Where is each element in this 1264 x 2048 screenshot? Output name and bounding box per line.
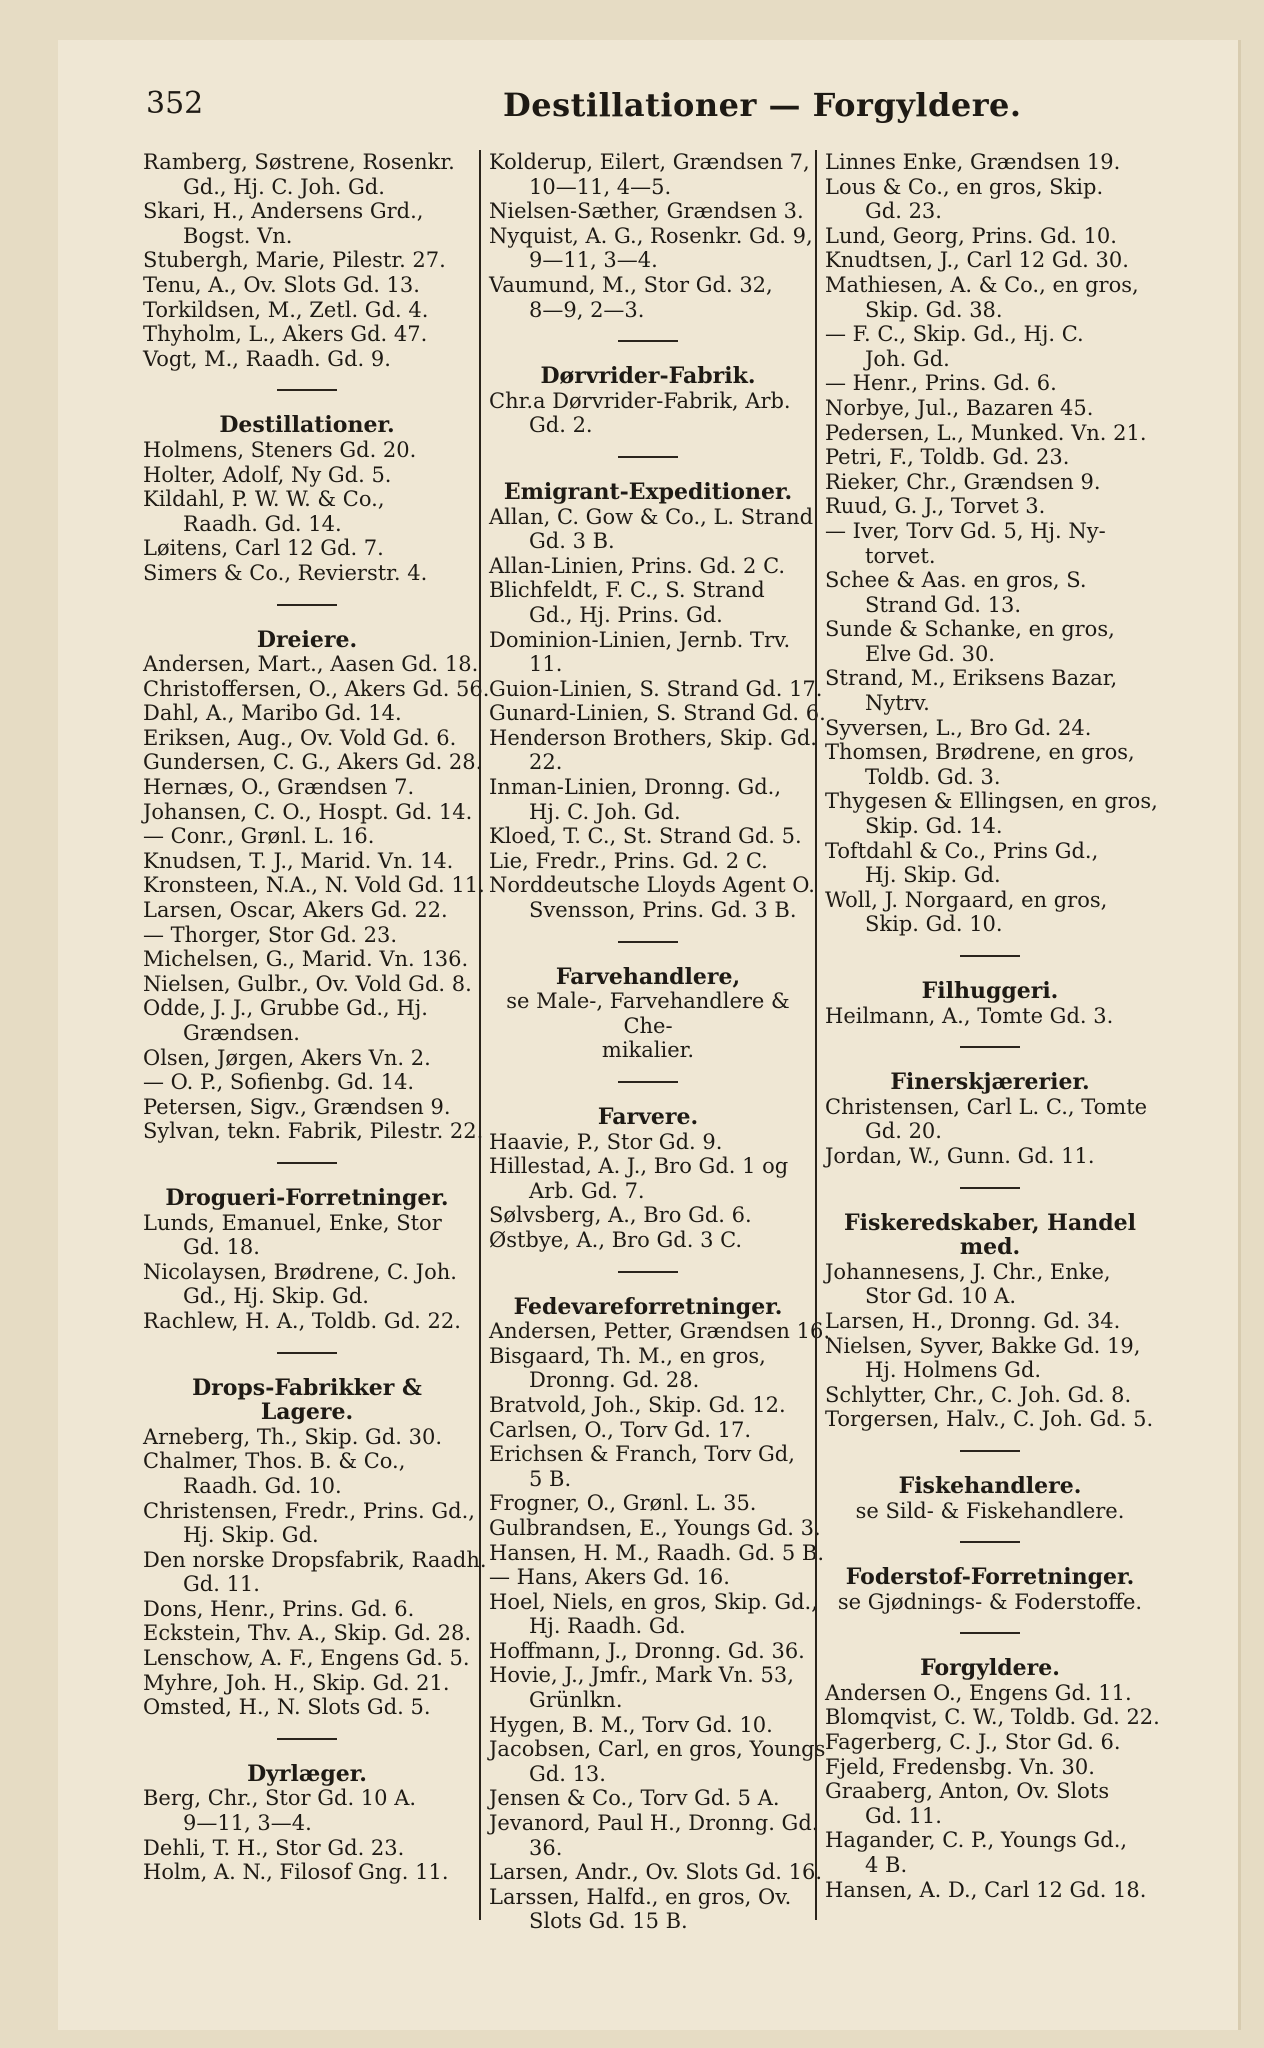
directory-entry-line: Ruud, G. J., Torvet 3. [825,494,1046,519]
directory-entry-line: — F. C., Skip. Gd., Hj. C. [825,322,1084,347]
directory-entry-line: Dons, Henr., Prins. Gd. 6. [143,1596,415,1621]
directory-entry-line: Grünlkn. [529,1688,623,1713]
directory-entry-line: Svensson, Prins. Gd. 3 B. [529,898,797,923]
directory-entry-line: — O. P., Sofienbg. Gd. 14. [143,1070,415,1095]
page-number: 352 [146,86,204,121]
directory-entry-line: Larsen, H., Dronng. Gd. 34. [825,1308,1121,1333]
directory-entry-line: 4 B. [865,1853,908,1878]
section-divider [277,1352,337,1354]
directory-entry-line: Hansen, A. D., Carl 12 Gd. 18. [825,1877,1147,1902]
directory-entry-line: Holmens, Steners Gd. 20. [143,437,417,462]
directory-entry-line: Nytrv. [865,691,930,716]
section-heading: Emigrant-Expeditioner. [503,478,793,505]
section-divider [618,1081,678,1083]
directory-entry-line: Hj. Raadh. Gd. [529,1614,686,1639]
directory-entry-line: Vaumund, M., Stor Gd. 32, [489,272,773,297]
section-heading: Dørvrider-Fabrik. [540,363,756,390]
directory-entry-line: Torkildsen, M., Zetl. Gd. 4. [143,297,429,322]
directory-entry-line: 9—11, 3—4. [183,1811,312,1836]
section-divider [960,1541,1020,1543]
directory-entry-line: Allan-Linien, Prins. Gd. 2 C. [489,553,786,578]
directory-entry-line: Strand Gd. 13. [865,592,1021,617]
directory-entry-line: Norddeutsche Lloyds Agent O. [489,873,815,898]
directory-entry-line: Christoffersen, O., Akers Gd. 56. [143,676,490,701]
directory-entry-line: Erichsen & Franch, Torv Gd, [489,1442,795,1467]
section-divider [960,1046,1020,1048]
section-heading: Dreiere. [256,626,358,653]
directory-entry-line: Thyholm, L., Akers Gd. 47. [143,322,428,347]
directory-entry-line: Nicolaysen, Brødrene, C. Joh. [143,1259,457,1284]
directory-entry-line: Pedersen, L., Munked. Vn. 21. [825,420,1147,445]
column-3 [815,150,1160,1920]
cross-reference: se Gjødnings- & Foderstoffe. [837,1589,1143,1614]
directory-entry-line: Eriksen, Aug., Ov. Vold Gd. 6. [143,725,457,750]
section-heading: Drogueri-Forretninger. [165,1184,449,1211]
directory-entry-line: Larsen, Andr., Ov. Slots Gd. 16. [489,1860,823,1885]
directory-entry-line: Michelsen, G., Marid. Vn. 136. [143,947,469,972]
directory-entry-line: Andersen, Petter, Grændsen 16. [489,1319,831,1344]
directory-entry-line: Myhre, Joh. H., Skip. Gd. 21. [143,1670,450,1695]
directory-entry-line: Schee & Aas. en gros, S. [825,568,1087,593]
directory-entry-line: Hygen, B. M., Torv Gd. 10. [489,1712,773,1737]
directory-entry-line: Fagerberg, C. J., Stor Gd. 6. [825,1730,1121,1755]
directory-entry-line: Hansen, H. M., Raadh. Gd. 5 B. [489,1540,824,1565]
section-divider [960,1632,1020,1634]
directory-entry-line: Bisgaard, Th. M., en gros, [489,1343,766,1368]
directory-entry-line: Heilmann, A., Tomte Gd. 3. [825,1003,1114,1028]
directory-entry-line: Andersen, Mart., Aasen Gd. 18. [143,652,479,677]
directory-entry-line: Stubergh, Marie, Pilestr. 27. [143,248,446,273]
directory-entry-line: Dronng. Gd. 28. [529,1368,700,1393]
directory-entry-line: Lie, Fredr., Prins. Gd. 2 C. [489,848,768,873]
section-divider [618,340,678,342]
directory-entry-line: Torgersen, Halv., C. Joh. Gd. 5. [825,1407,1154,1432]
directory-entry-line: Bogst. Vn. [183,223,293,248]
directory-entry-line: Rachlew, H. A., Toldb. Gd. 22. [143,1308,461,1333]
directory-entry-line: Stor Gd. 10 A. [865,1284,1016,1309]
directory-entry-line: — Henr., Prins. Gd. 6. [825,371,1057,396]
directory-entry-line: Lund, Georg, Prins. Gd. 10. [825,223,1117,248]
directory-entry-line: Kloed, T. C., St. Strand Gd. 5. [489,824,802,849]
directory-entry-line: Ramberg, Søstrene, Rosenkr. [143,150,455,174]
directory-entry-line: Larsen, Oscar, Akers Gd. 22. [143,898,448,923]
directory-entry-line: Berg, Chr., Stor Gd. 10 A. [143,1786,417,1811]
directory-entry-line: Norbye, Jul., Bazaren 45. [825,395,1094,420]
directory-entry-line: Toftdahl & Co., Prins Gd., [825,838,1099,863]
directory-entry-line: Gd. 20. [865,1119,942,1144]
directory-entry-line: Gd. 3 B. [529,529,615,554]
directory-entry-line: Arb. Gd. 7. [529,1178,645,1203]
directory-entry-line: Lous & Co., en gros, Skip. [825,174,1104,199]
section-divider [618,1271,678,1273]
directory-entry-line: 8—9, 2—3. [529,297,645,322]
directory-entry-line: Larssen, Halfd., en gros, Ov. [489,1884,792,1909]
directory-columns [143,150,1160,1934]
directory-entry-line: Allan, C. Gow & Co., L. Strand [489,504,814,529]
directory-entry-line: Tenu, A., Ov. Slots Gd. 13. [143,272,420,297]
directory-entry-line: Johansen, C. O., Hospt. Gd. 14. [143,799,473,824]
directory-entry-line: — Conr., Grønl. L. 16. [143,824,375,849]
directory-entry-line: Kolderup, Eilert, Grændsen 7, [489,150,810,174]
directory-entry-line: Hoel, Niels, en gros, Skip. Gd., [489,1589,818,1614]
directory-entry-line: Slots Gd. 15 B. [529,1909,688,1934]
directory-entry-line: Joh. Gd. [865,346,950,371]
directory-entry-line: Fjeld, Fredensbg. Vn. 30. [825,1754,1095,1779]
directory-entry-line: Jacobsen, Carl, en gros, Youngs [489,1737,826,1762]
section-heading: Drops-Fabrikker & Lagere. [192,1374,422,1426]
directory-entry-line: Odde, J. J., Grubbe Gd., Hj. [143,996,428,1021]
directory-entry-line: Vogt, M., Raadh. Gd. 9. [143,346,391,371]
directory-entry-line: Den norske Dropsfabrik, Raadh. [143,1547,487,1572]
directory-entry-line: Chr.a Dørvrider-Fabrik, Arb. [489,388,791,413]
directory-entry-line: Dahl, A., Maribo Gd. 14. [143,701,402,726]
section-heading: Farvehandlere, [555,963,741,990]
directory-entry-line: Gd. 18. [183,1235,260,1260]
section-divider [277,604,337,606]
directory-entry-line: Schlytter, Chr., C. Joh. Gd. 8. [825,1382,1132,1407]
directory-entry-line: Thygesen & Ellingsen, en gros, [825,789,1158,814]
directory-entry-line: Andersen O., Engens Gd. 11. [825,1680,1132,1705]
directory-entry-line: Gunard-Linien, S. Strand Gd. 6. [489,701,826,726]
directory-entry-line: Inman-Linien, Dronng. Gd., [489,775,782,800]
directory-entry-line: 10—11, 4—5. [529,174,672,199]
directory-entry-line: Omsted, H., N. Slots Gd. 5. [143,1695,431,1720]
directory-entry-line: Hernæs, O., Grændsen 7. [143,775,415,800]
directory-entry-line: Bratvold, Joh., Skip. Gd. 12. [489,1392,786,1417]
directory-entry-line: Gd., Hj. Skip. Gd. [183,1284,369,1309]
directory-entry-line: Strand, M., Eriksens Bazar, [825,666,1118,691]
directory-entry-line: Petri, F., Toldb. Gd. 23. [825,445,1070,470]
directory-entry-line: Lenschow, A. F., Engens Gd. 5. [143,1646,470,1671]
directory-entry-line: Gd. 23. [865,199,942,224]
directory-entry-line: Elve Gd. 30. [865,641,995,666]
directory-entry-line: Jevanord, Paul H., Dronng. Gd. [489,1811,819,1836]
directory-entry-line: Hj. Holmens Gd. [865,1358,1042,1383]
directory-entry-line: Jensen & Co., Torv Gd. 5 A. [489,1786,780,1811]
directory-entry-line: Holter, Adolf, Ny Gd. 5. [143,462,392,487]
directory-entry-line: Rieker, Chr., Grændsen 9. [825,469,1101,494]
section-divider [960,1187,1020,1189]
page-title: Destillationer — Forgyldere. [503,86,1022,124]
directory-entry-line: Olsen, Jørgen, Akers Vn. 2. [143,1045,431,1070]
directory-entry-line: Gd. 13. [529,1761,606,1786]
directory-entry-line: 5 B. [529,1466,572,1491]
directory-entry-line: Hoffmann, J., Dronng. Gd. 36. [489,1638,805,1663]
directory-entry-line: Sylvan, tekn. Fabrik, Pilestr. 22. [143,1119,484,1144]
section-heading: Fiskeredskaber, Handel med. [844,1209,1136,1261]
directory-entry-line: Frogner, O., Grønl. L. 35. [489,1491,757,1516]
directory-entry-line: Løitens, Carl 12 Gd. 7. [143,536,384,561]
directory-entry-line: 22. [529,750,563,775]
directory-entry-line: Woll, J. Norgaard, en gros, [825,887,1108,912]
directory-entry-line: Dehli, T. H., Stor Gd. 23. [143,1835,405,1860]
directory-entry-line: Skip. Gd. 14. [865,814,1003,839]
directory-entry-line: Hovie, J., Jmfr., Mark Vn. 53, [489,1663,794,1688]
directory-entry-line: Kronsteen, N.A., N. Vold Gd. 11. [143,873,485,898]
section-heading: Fiskehandlere. [898,1472,1082,1499]
directory-entry-line: Johannesens, J. Chr., Enke, [825,1259,1111,1284]
section-divider [618,456,678,458]
directory-entry-line: Blichfeldt, F. C., S. Strand [489,578,765,603]
section-heading: Dyrlæger. [247,1760,367,1787]
section-heading: Filhuggeri. [921,978,1059,1004]
column-2 [479,150,831,1934]
directory-entry-line: Knudtsen, J., Carl 12 Gd. 30. [825,248,1129,273]
directory-entry-line: Hj. Skip. Gd. [183,1523,319,1548]
directory-entry-line: Simers & Co., Revierstr. 4. [143,560,428,585]
directory-entry-line: Chalmer, Thos. B. & Co., [143,1449,406,1474]
directory-entry-line: Mathiesen, A. & Co., en gros, [825,272,1139,297]
directory-entry-line: Skari, H., Andersens Grd., [143,199,424,224]
directory-entry-line: Guion-Linien, S. Strand Gd. 17. [489,676,823,701]
section-divider [960,1450,1020,1452]
directory-entry-line: Østbye, A., Bro Gd. 3 C. [489,1227,743,1252]
directory-entry-line: Hillestad, A. J., Bro Gd. 1 og [489,1154,789,1179]
directory-entry-line: Sunde & Schanke, en gros, [825,617,1115,642]
directory-entry-line: Nyquist, A. G., Rosenkr. Gd. 9, [489,223,813,248]
section-divider [277,389,337,391]
running-head [88,86,1158,136]
section-heading: Fedevareforretninger. [513,1293,783,1320]
column-1 [143,150,490,1920]
directory-entry-line: Christensen, Carl L. C., Tomte [825,1094,1148,1119]
directory-entry-line: Nielsen-Sæther, Grændsen 3. [489,199,804,224]
section-divider [618,941,678,943]
directory-entry-line: Graaberg, Anton, Ov. Slots [825,1779,1110,1804]
directory-entry-line: Sølvsberg, A., Bro Gd. 6. [489,1203,752,1228]
directory-entry-line: Petersen, Sigv., Grændsen 9. [143,1094,451,1119]
cross-reference: se Male-, Farvehandlere & Che- [506,989,790,1038]
directory-entry-line: Syversen, L., Bro Gd. 24. [825,715,1092,740]
directory-entry-line: Hj. C. Joh. Gd. [529,799,681,824]
directory-entry-line: Dominion-Linien, Jernb. Trv. [489,627,791,652]
section-divider [960,955,1020,957]
section-heading: Destillationer. [219,412,395,439]
directory-entry-line: 11. [529,652,563,677]
directory-entry-line: Blomqvist, C. W., Toldb. Gd. 22. [825,1705,1160,1730]
directory-entry-line: Arneberg, Th., Skip. Gd. 30. [143,1424,443,1449]
directory-entry-line: Hj. Skip. Gd. [865,863,1001,888]
directory-entry-line: Gd. 2. [529,413,593,438]
directory-entry-line: Thomsen, Brødrene, en gros, [825,740,1135,765]
directory-entry-line: Holm, A. N., Filosof Gng. 11. [143,1860,449,1885]
directory-entry-line: — Hans, Akers Gd. 16. [489,1565,730,1590]
directory-entry-line: Carlsen, O., Torv Gd. 17. [489,1417,751,1442]
directory-entry-line: Gulbrandsen, E., Youngs Gd. 3. [489,1515,821,1540]
directory-entry-line: Toldb. Gd. 3. [865,764,1001,789]
directory-entry-line: Knudsen, T. J., Marid. Vn. 14. [143,848,454,873]
section-heading: Foderstof-Forretninger. [845,1564,1135,1591]
directory-entry-line: Linnes Enke, Grændsen 19. [825,150,1121,174]
directory-entry-line: 36. [529,1835,563,1860]
directory-entry-line: Christensen, Fredr., Prins. Gd., [143,1498,475,1523]
directory-entry-line: Haavie, P., Stor Gd. 9. [489,1129,723,1154]
directory-entry-line: Nielsen, Gulbr., Ov. Vold Gd. 8. [143,971,472,996]
directory-entry-line: Jordan, W., Gunn. Gd. 11. [825,1143,1095,1168]
directory-entry-line: Hagander, C. P., Youngs Gd., [825,1828,1128,1853]
directory-entry-line: — Thorger, Stor Gd. 23. [143,922,397,947]
directory-entry-line: Henderson Brothers, Skip. Gd. [489,725,817,750]
section-heading: Farvere. [597,1104,699,1130]
directory-entry-line: Raadh. Gd. 14. [183,511,342,536]
directory-entry-line: Raadh. Gd. 10. [183,1473,342,1498]
directory-entry-line: Gd. 11. [865,1803,942,1828]
section-heading: Finerskjærerier. [890,1069,1090,1096]
directory-entry-line: Grændsen. [183,1021,300,1045]
directory-entry-line: — Iver, Torv Gd. 5, Hj. Ny- [825,518,1106,543]
section-divider [277,1738,337,1740]
cross-reference: se Sild- & Fiskehandlere. [855,1498,1125,1523]
directory-entry-line: torvet. [865,543,936,568]
cross-reference: mikalier. [601,1038,695,1063]
section-heading: Forgyldere. [920,1655,1060,1682]
directory-entry-line: Skip. Gd. 38. [865,297,1003,322]
directory-entry-line: 9—11, 3—4. [529,248,658,273]
directory-entry-line: Skip. Gd. 10. [865,912,1003,937]
directory-entry-line: Kildahl, P. W. W. & Co., [143,487,385,512]
directory-entry-line: Gd. 11. [183,1572,260,1597]
section-divider [277,1162,337,1164]
directory-entry-line: Lunds, Emanuel, Enke, Stor [143,1210,442,1235]
directory-entry-line: Gd., Hj. Prins. Gd. [529,602,723,627]
directory-entry-line: Gundersen, C. G., Akers Gd. 28. [143,750,483,775]
directory-entry-line: Eckstein, Thv. A., Skip. Gd. 28. [143,1621,472,1646]
directory-entry-line: Gd., Hj. C. Joh. Gd. [183,174,385,199]
directory-entry-line: Nielsen, Syver, Bakke Gd. 19, [825,1333,1141,1358]
